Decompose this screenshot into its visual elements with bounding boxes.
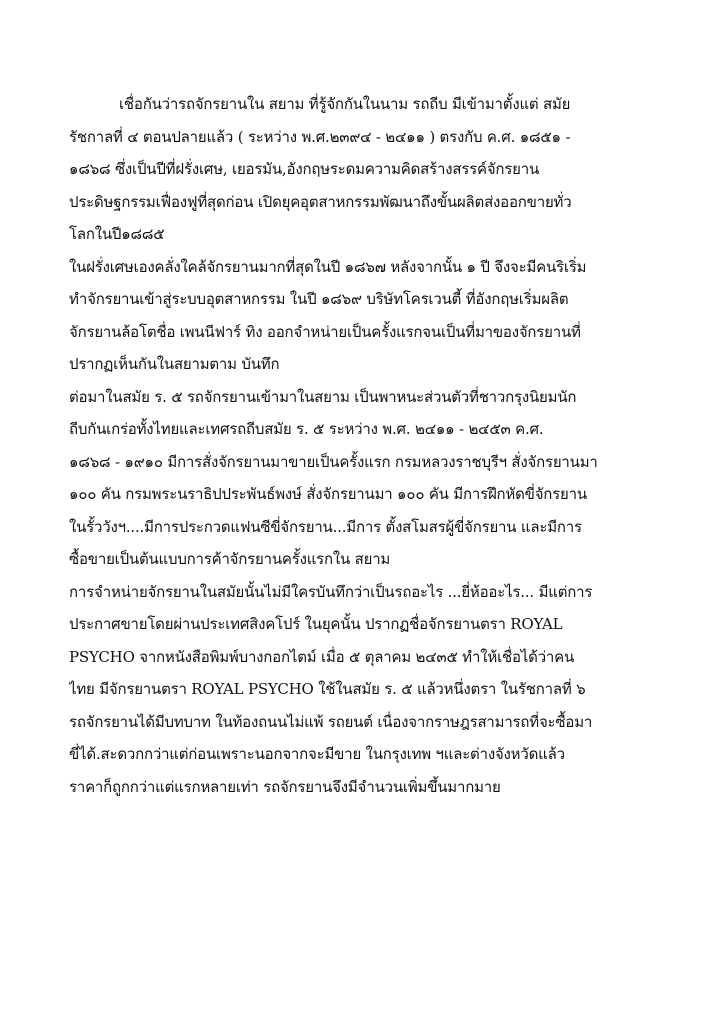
document-body [69,88,661,803]
text-line: ประดิษฐกรรมเฟื่องฟูที่สุดก่อน เปิดยุคอุตสาหกรรมพัฒนาถึงขั้นผลิตส่งออกขายทั่ว [69,192,572,211]
text-line: ๑๘๖๘ - ๑๙๑๐ มีการสั่งจักรยานมาขายเป็นครั้งแรก กรมหลวงราชบุรีฯ สั่งจักรยานมา [69,452,598,471]
text-line: ไทย มีจักรยานตรา ROYAL PSYCHO ใช้ในสมัย ร. ๕ แล้วหนึ่งตรา ในรัชกาลที่ ๖ [69,680,586,698]
text-line: ซื้อขายเป็นต้นแบบการค้าจักรยานครั้งแรกใน สยาม [69,550,391,568]
text-line: โลกในปี๑๘๘๕ [69,225,165,243]
text-line: รถจักรยานได้มีบทบาท ในท้องถนนไม่แพ้ รถยนต์ เนื่องจากราษฎรสามารถที่จะซื้อมา [69,712,593,731]
text-line: จักรยานล้อโตชื่อ เพนนีฟาร์ ทิง ออกจำหน่ายเป็นครั้งแรกจนเป็นที่มาของจักรยานที่ [69,322,581,341]
text-line: ต่อมาในสมัย ร. ๕ รถจักรยานเข้ามาในสยาม เป็นพาหนะส่วนตัวที่ชาวกรุงนิยมนัก [69,387,577,406]
text-line: รัชกาลที่ ๔ ตอนปลายแล้ว ( ระหว่าง พ.ศ.๒๓๙๔ - ๒๔๑๑ ) ตรงกับ ค.ศ. ๑๘๕๑ - [69,127,571,146]
text-line: ในฝรั่งเศษเองคลั่งใคล้จักรยานมากที่สุดในปี ๑๘๖๗ หลังจากนั้น ๑ ปี จึงจะมีคนริเริ่ม [69,257,587,276]
text-line: ขี่ได้.สะดวกกว่าแต่ก่อนเพราะนอกจากจะมีขาย ในกรุงเทพ ฯและต่างจังหวัดแล้ว [69,745,565,763]
text-line: PSYCHO จากหนังสือพิมพ์บางกอกไตม์ เมื่อ ๕ ตุลาคม ๒๔๓๕ ทำให้เชื่อได้ว่าคน [69,647,575,666]
text-line: ๑๘๖๘ ซึ่งเป็นปีที่ฝรั่งเศษ, เยอรมัน,อังกฤษระดมความคิดสร้างสรรค์จักรยาน [69,160,540,178]
text-line: ประกาศขายโดยผ่านประเทศสิงคโปร์ ในยุคนั้น ปรากฏชื่อจักรยานตรา ROYAL [69,615,563,633]
text-line: เชื่อกันว่ารถจักรยานใน สยาม ที่รู้จักกันในนาม รถถีบ มีเข้ามาตั้งแต่ สมัย [119,95,571,113]
text-line: ๑๐๐ คัน กรมพระนราธิปประพันธ์พงษ์ สั่งจักรยานมา ๑๐๐ คัน มีการฝึกหัดขี่จักรยาน [69,485,587,503]
text-line: ราคาก็ถูกกว่าแต่แรกหลายเท่า รถจักรยานจึงมีจำนวนเพิ่มขึ้นมากมาย [69,777,501,796]
text-line: การจำหน่ายจักรยานในสมัยนั้นไม่มีใครบันทึกว่าเป็นรถอะไร ...ยี่ห้ออะไร... มีแต่การ [69,582,593,601]
text-line: ทำจักรยานเข้าสู่ระบบอุตสาหกรรม ในปี ๑๘๖๙ บริษัทโครเวนตี้ ที่อังกฤษเริ่มผลิต [69,290,569,308]
text-line: ถีบกันเกร่อทั้งไทยและเทศรถถีบสมัย ร. ๕ ระหว่าง พ.ศ. ๒๔๑๑ - ๒๔๕๓ ค.ศ. [69,420,544,438]
text-line: ปรากฏเห็นกันในสยามตาม บันทึก [69,355,280,373]
text-line: ในรั้ววังฯ....มีการประกวดแฟนซีขี่จักรยาน...มีการ ตั้งสโมสรผู้ขี่จักรยาน และมีการ [69,517,582,536]
